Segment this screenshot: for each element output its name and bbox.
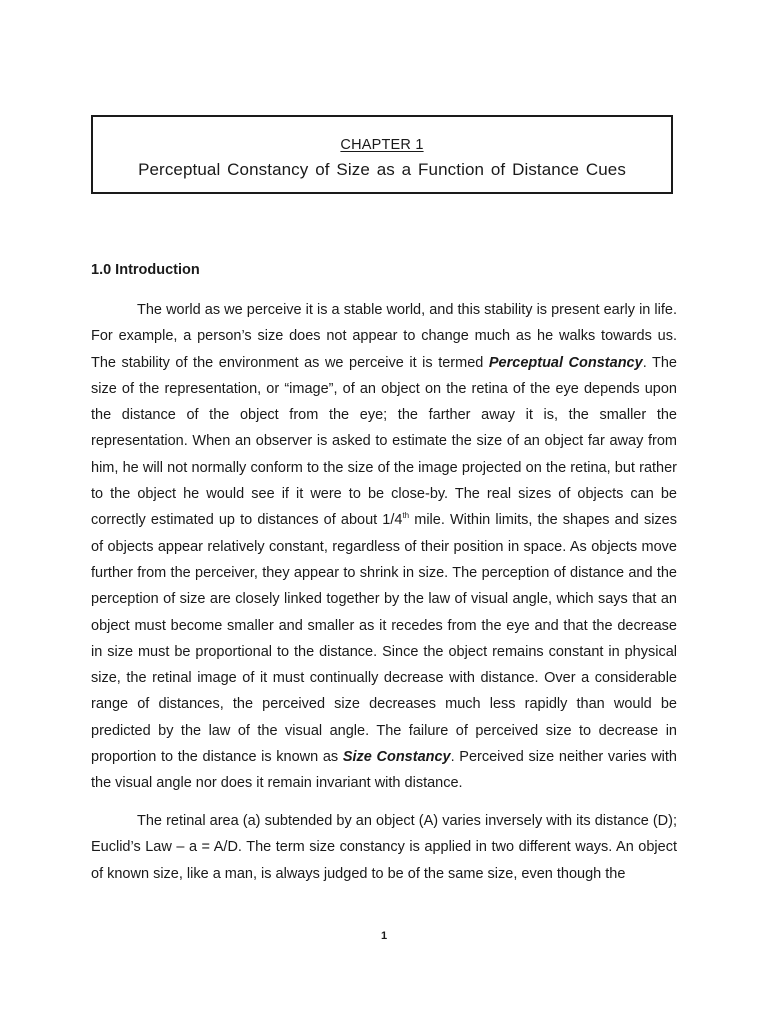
page-number: 1 — [380, 930, 388, 942]
term-perceptual-constancy: Perceptual Constancy — [488, 354, 643, 371]
section-heading: 1.0 Introduction — [91, 262, 200, 278]
paragraph-1-text-part-1: The world as we perceive it is a stable world, and this stability is present early in life. For example, a person’s size does not appear to change much as he walks towards us. The stability of the environment as we perceive it is termed — [91, 302, 677, 371]
term-size-constancy: Size Constancy — [342, 749, 451, 766]
ordinal-superscript: th — [402, 511, 410, 521]
body-paragraph-2 — [91, 808, 677, 887]
paragraph-2-text: The retinal area (a) subtended by an object (A) varies inversely with its distance (D); Euclid’s Law – a = A/D. The term size constancy is applied in two different ways. An object of known size, like a man, is always judged to be of the same size, even though the — [91, 813, 677, 882]
paragraph-1-text-part-2: . The size of the representation, or “image”, of an object on the retina of the eye depends upon the distance of the object from the eye; the farther away it is, the smaller the representation. When an observer is asked to estimate the size of an object far away from him, he will not normally conform to the size of the image projected on the retina, but rather to the object he would see if it were to be close-by. The real sizes of objects can be correctly estimated up to distances of about 1/4 — [91, 354, 677, 529]
chapter-header-box — [91, 115, 673, 194]
paragraph-1-text-part-3: mile. Within limits, the shapes and sizes of objects appear relatively constant, regardless of their position in space. As objects move further from the perceiver, they appear to shrink in size. The perception of distance and the perception of size are closely linked together by the law of visual angle, which says that an object must become smaller and smaller as it recedes from the eye and that the decrease in size must be proportional to the distance. Since the object remains constant in physical size, the retinal image of it must continually decrease with distance. Over a considerable range of distances, the perceived size decreases much less rapidly than would be predicted by the law of the visual angle. The failure of perceived size to decrease in proportion to the distance is known as — [91, 512, 677, 766]
body-paragraph-1 — [91, 297, 677, 797]
chapter-label: CHAPTER 1 — [340, 137, 424, 153]
chapter-title: Perceptual Constancy of Size as a Function of Distance Cues — [138, 160, 626, 179]
paragraph-1-text-part-4: . Perceived size neither varies with the visual angle nor does it remain invariant with distance. — [91, 749, 677, 792]
